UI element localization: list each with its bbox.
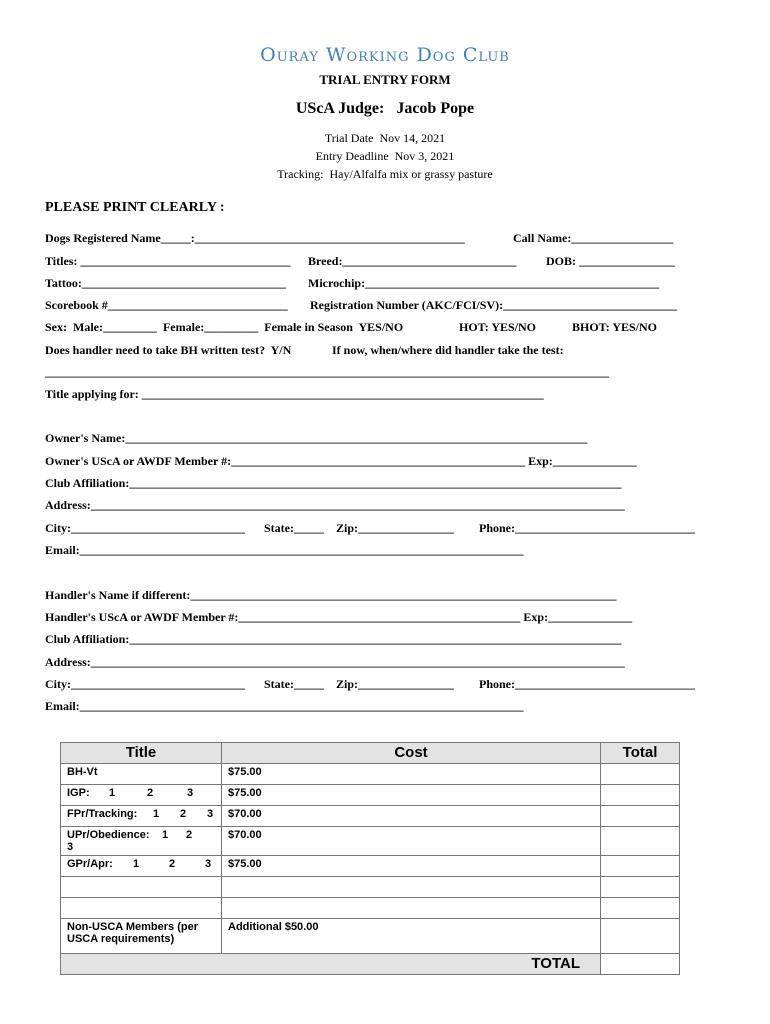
row-total-cell[interactable] [601,806,680,827]
owner-zip-field[interactable]: Zip:________________ [336,521,455,535]
row-title-cell [61,785,222,806]
level-option[interactable]: 3 [205,858,212,870]
header-title: Title [61,743,222,764]
row-title: BH-Vt [61,764,222,785]
microchip-field[interactable]: Microchip:_________________________________________________ [308,276,660,290]
tracking-info: Tracking: Hay/Alfalfa mix or grassy pasture [277,167,493,181]
hot-field[interactable]: HOT: YES/NO [459,320,537,334]
table-row [61,764,680,785]
table-row [61,785,680,806]
empty-cell[interactable] [222,898,601,919]
level-option[interactable]: 3 [207,808,214,820]
level-option[interactable]: 2 [186,829,193,841]
level-option[interactable]: 3 [67,841,74,853]
row-total-cell[interactable] [601,764,680,785]
sex-field[interactable]: Sex: Male:_________ Female:_________ Female in Season YES/NO [45,320,404,334]
handler-phone-field[interactable]: Phone:______________________________ [479,677,695,691]
level-option[interactable]: 3 [187,787,194,799]
scorebook-field[interactable]: Scorebook #______________________________ [45,298,288,312]
header-cost: Cost [222,743,601,764]
empty-cell[interactable] [222,877,601,898]
row-total-cell[interactable] [601,856,680,877]
owner-phone-field[interactable]: Phone:______________________________ [479,521,695,535]
title-applying-field[interactable]: Title applying for: ___________________________________________________________________ [45,387,544,401]
trial-date: Trial Date Nov 14, 2021 [324,131,446,145]
level-option[interactable]: 2 [147,787,154,799]
table-row-empty [61,898,680,919]
club-name: Ouray Working Dog Club [260,44,510,66]
empty-cell[interactable] [61,877,222,898]
bh-test-question[interactable]: Does handler need to take BH written test? Y/N [45,343,292,357]
empty-cell[interactable] [601,898,680,919]
titles-field[interactable]: Titles: ___________________________________ [45,254,291,268]
level-option[interactable]: 1 [153,808,160,820]
empty-cell[interactable] [61,898,222,919]
level-option[interactable]: 1 [162,829,169,841]
header-total: Total [601,743,680,764]
print-clearly-heading: PLEASE PRINT CLEARLY : [45,200,225,215]
judge-line: UScA Judge: Jacob Pope [295,100,475,117]
grand-total-cell[interactable] [601,954,680,975]
table-row [61,827,680,856]
table-header-row [61,743,680,764]
row-title-cell [61,856,222,877]
row-cost: $75.00 [222,785,601,806]
handler-club-field[interactable]: Club Affiliation:__________________________________________________________________________________ [45,632,622,646]
table-row [61,919,680,954]
level-option[interactable]: 1 [109,787,116,799]
handler-city-field[interactable]: City:_____________________________ [45,677,245,691]
owner-address-field[interactable]: Address:_________________________________________________________________________________________ [45,498,625,512]
row-title: UPr/Obedience: [67,829,150,841]
dog-name-field[interactable]: Dogs Registered Name_____:_____________________________________________ [45,231,465,245]
handler-state-field[interactable]: State:_____ [264,677,324,691]
total-label: TOTAL [61,954,601,975]
row-cost: $70.00 [222,827,601,856]
owner-email-field[interactable]: Email:__________________________________________________________________________ [45,543,524,557]
row-title-cell [61,806,222,827]
row-total-cell[interactable] [601,827,680,856]
fee-table [60,742,680,975]
handler-name-field[interactable]: Handler's Name if different:_______________________________________________________________________ [45,588,617,602]
handler-address-field[interactable]: Address:_________________________________________________________________________________________ [45,655,625,669]
table-row [61,856,680,877]
row-title: IGP: [67,787,90,799]
owner-state-field[interactable]: State:_____ [264,521,324,535]
owner-name-field[interactable]: Owner's Name:_____________________________________________________________________________ [45,431,588,445]
row-title-cell [61,827,222,856]
bhot-field[interactable]: BHOT: YES/NO [572,320,658,334]
tattoo-field[interactable]: Tattoo:__________________________________ [45,276,286,290]
level-option[interactable]: 1 [133,858,140,870]
blank-line[interactable]: ______________________________________________________________________________________________ [45,365,609,379]
total-row [61,954,680,975]
table-row [61,806,680,827]
row-total-cell[interactable] [601,785,680,806]
form-title: TRIAL ENTRY FORM [319,72,451,87]
owner-member-field[interactable]: Owner's UScA or AWDF Member #:_________________________________________________ Exp:______________ [45,454,637,468]
call-name-field[interactable]: Call Name:_________________ [513,231,674,245]
row-cost: $75.00 [222,764,601,785]
row-cost: $75.00 [222,856,601,877]
row-title: Non-USCA Members (per USCA requirements) [61,919,222,954]
dob-field[interactable]: DOB: ________________ [546,254,675,268]
entry-deadline: Entry Deadline Nov 3, 2021 [315,149,455,163]
row-total-cell[interactable] [601,919,680,954]
handler-email-field[interactable]: Email:__________________________________________________________________________ [45,699,524,713]
empty-cell[interactable] [601,877,680,898]
row-title: GPr/Apr: [67,858,113,870]
row-cost: $70.00 [222,806,601,827]
level-option[interactable]: 2 [169,858,176,870]
row-title: FPr/Tracking: [67,808,138,820]
level-option[interactable]: 2 [180,808,187,820]
breed-field[interactable]: Breed:_____________________________ [308,254,517,268]
owner-city-field[interactable]: City:_____________________________ [45,521,245,535]
owner-club-field[interactable]: Club Affiliation:__________________________________________________________________________________ [45,476,622,490]
registration-field[interactable]: Registration Number (AKC/FCI/SV):_____________________________ [310,298,678,312]
handler-zip-field[interactable]: Zip:________________ [336,677,455,691]
handler-member-field[interactable]: Handler's UScA or AWDF Member #:_______________________________________________ Exp:______________ [45,610,633,624]
row-cost: Additional $50.00 [222,919,601,954]
table-row-empty [61,877,680,898]
bh-test-where[interactable]: If now, when/where did handler take the test: [332,343,564,357]
